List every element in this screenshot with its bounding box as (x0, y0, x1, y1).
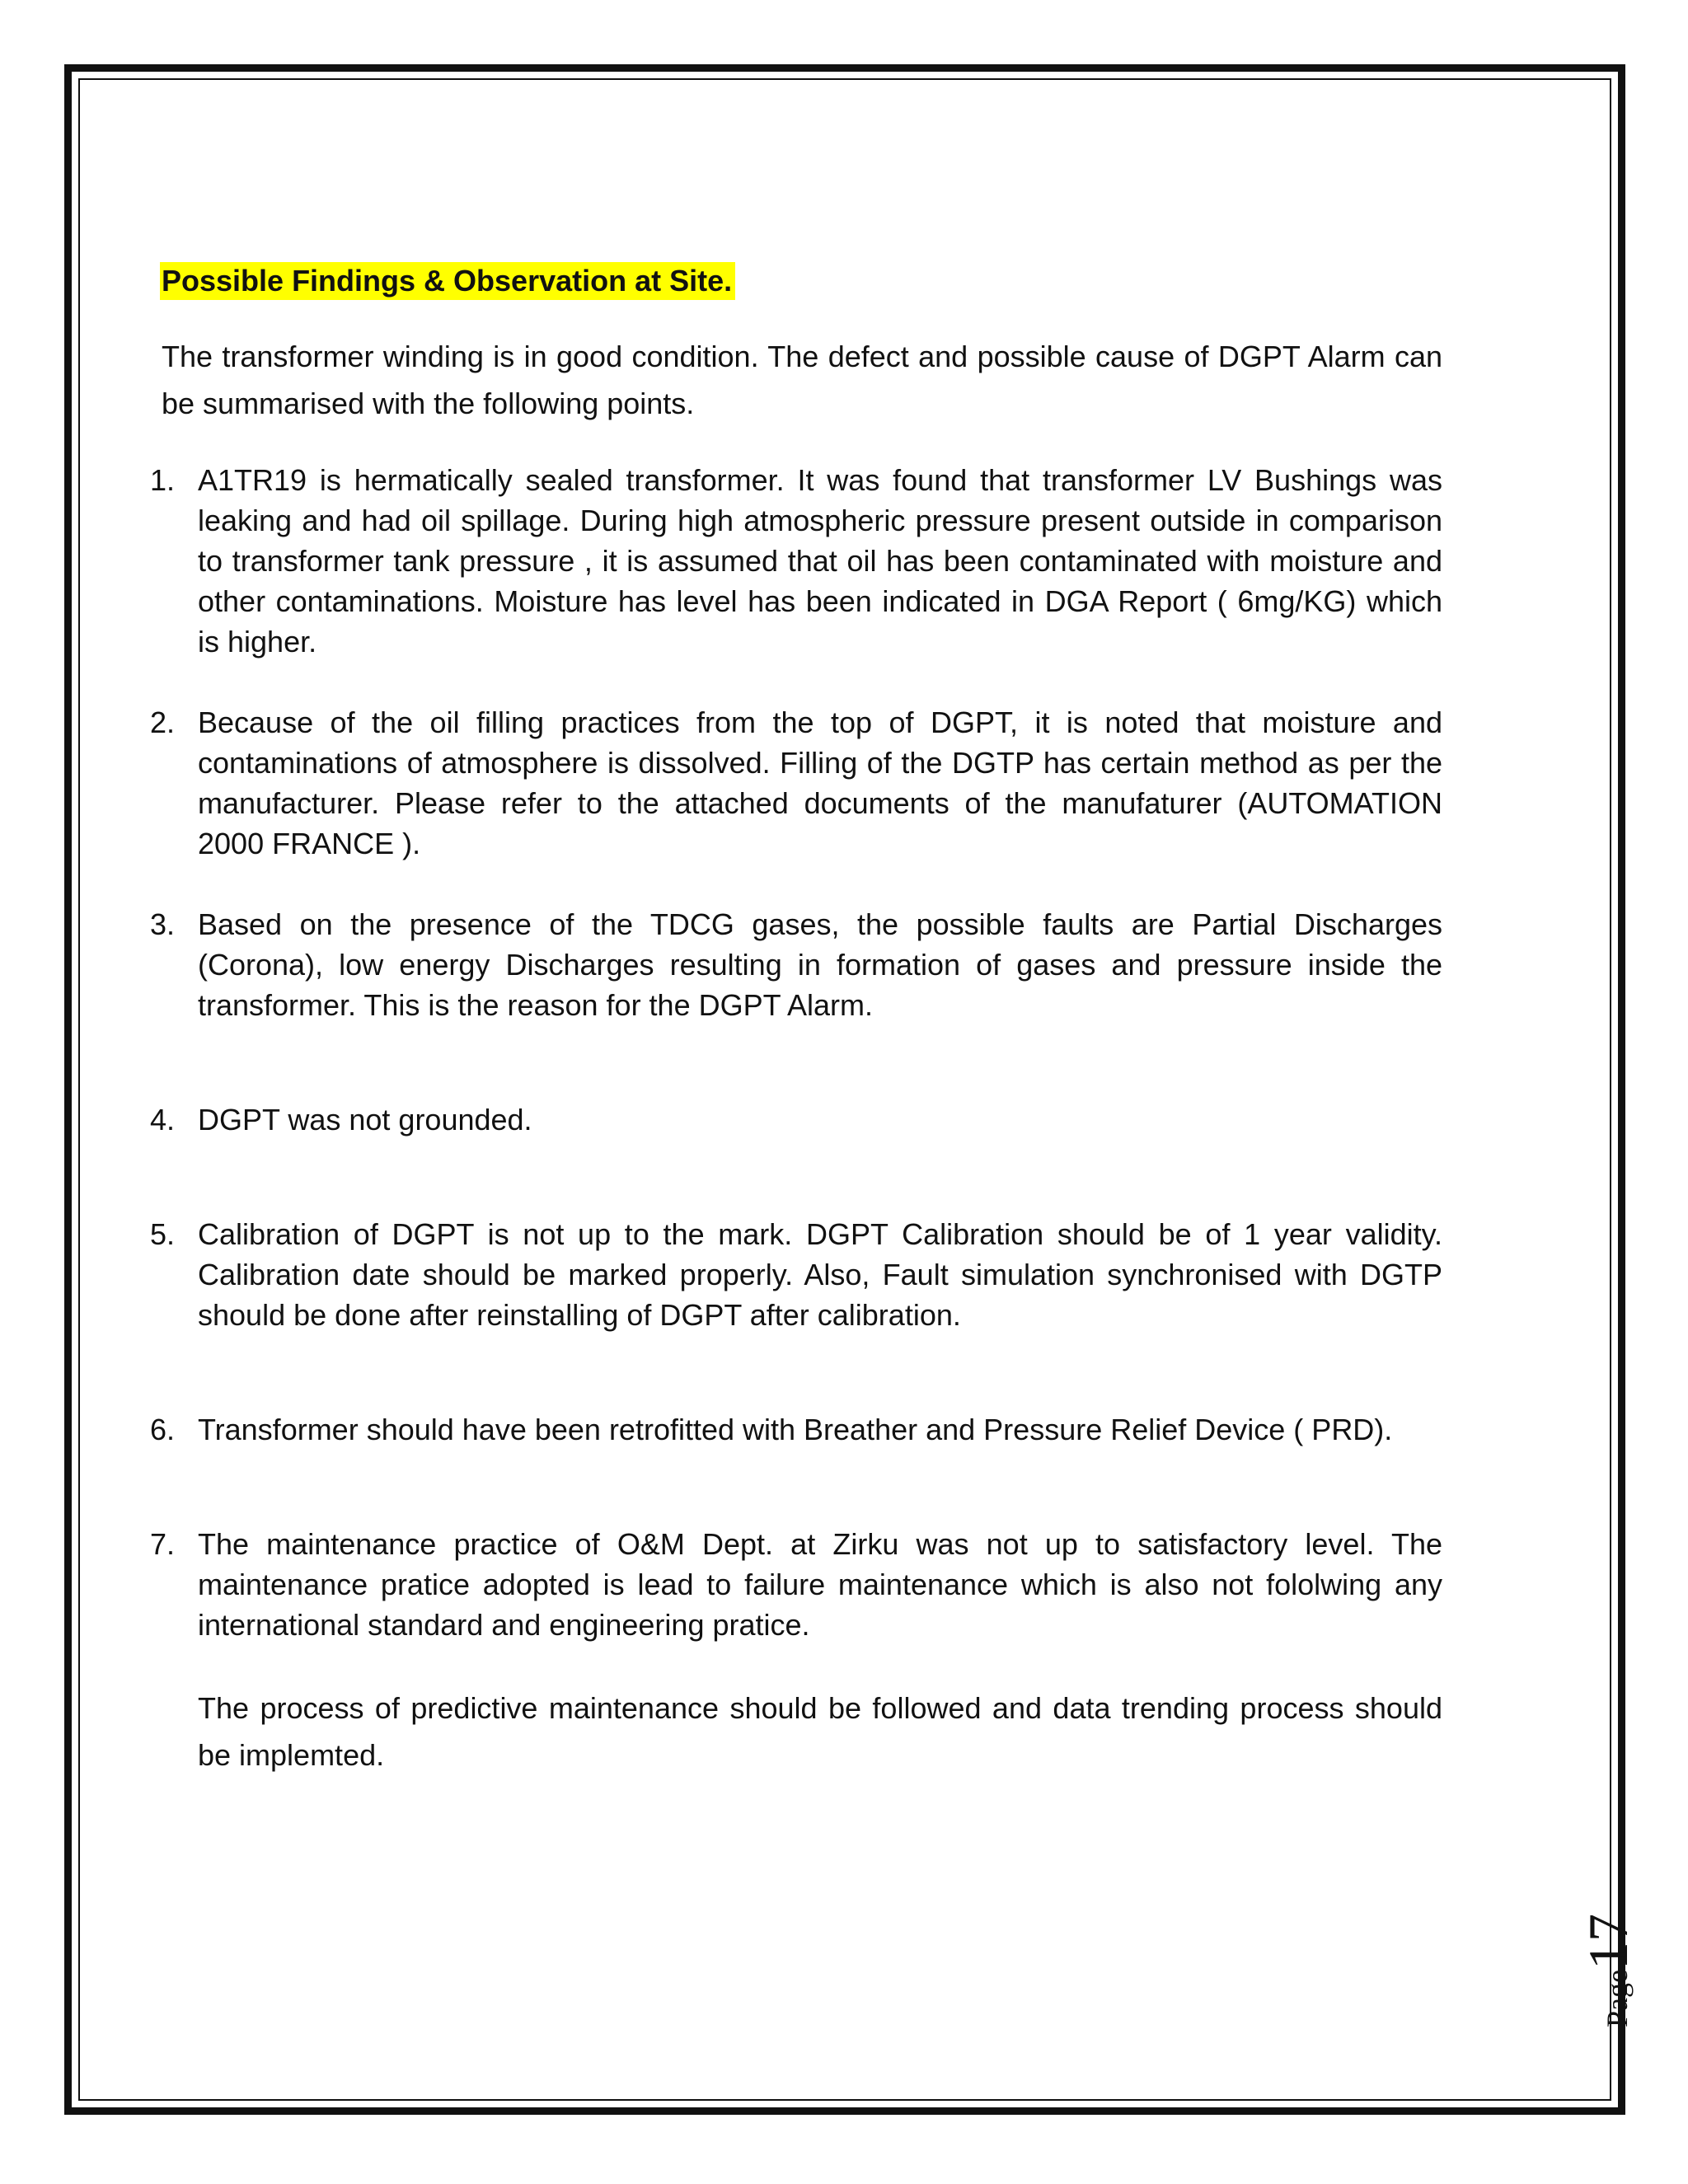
finding-text: Calibration of DGPT is not up to the mark. DGPT Calibration should be of 1 year validity. Calibration date should be marked properly. Also, Fault simulation synchronised with DGTP should be done after reinstalling of DGPT after calibration. (198, 1217, 1442, 1332)
finding-number: 1. (150, 463, 176, 497)
page-label: Page (1601, 1970, 1634, 2027)
finding-number: 5. (150, 1217, 176, 1251)
finding-number: 7. (150, 1527, 176, 1561)
findings-list (150, 460, 1442, 1779)
finding-text: The maintenance practice of O&M Dept. at Zirku was not up to satisfactory level. The maintenance pratice adopted is lead to failure maintenance which is also not fololwing any international standard and engineering pratice. (198, 1527, 1442, 1642)
finding-number: 3. (150, 907, 176, 941)
finding-number: 2. (150, 705, 176, 739)
page-number (1576, 1914, 1641, 2027)
finding-item (150, 460, 1442, 662)
finding-text: Because of the oil filling practices from the top of DGPT, it is noted that moisture and contaminations of atmosphere is dissolved. Filling of the DGTP has certain method as per the manufacturer. Please refer to the attached documents of the manufaturer (AUTOMATION 2000 FRANCE ). (198, 705, 1442, 860)
finding-number: 4. (150, 1103, 176, 1137)
finding-item (150, 904, 1442, 1025)
finding-item (150, 1409, 1442, 1450)
finding-number: 6. (150, 1413, 176, 1446)
finding-text: DGPT was not grounded. (198, 1103, 532, 1137)
finding-text: Transformer should have been retrofitted with Breather and Pressure Relief Device ( PRD). (198, 1413, 1393, 1446)
finding-text: A1TR19 is hermatically sealed transformer. It was found that transformer LV Bushings was leaking and had oil spillage. During high atmospheric pressure present outside in comparison to transformer tank pressure , it is assumed that oil has been contaminated with moisture and other contaminations. Moisture has level has been indicated in DGA Report ( 6mg/KG) which is higher. (198, 463, 1442, 658)
finding-item (150, 1214, 1442, 1335)
intro-paragraph: The transformer winding is in good condition. The defect and possible cause of DGPT Alarm can be summarised with the following points. (162, 340, 1442, 420)
page-number-value: 17 (1577, 1914, 1639, 1971)
finding-item (150, 1099, 1442, 1140)
finding-item (150, 1524, 1442, 1779)
finding-note: The process of predictive maintenance should be followed and data trending process should be implemted. (198, 1691, 1442, 1772)
section-heading: Possible Findings & Observation at Site. (160, 262, 735, 300)
document-body (150, 262, 1442, 1779)
finding-text: Based on the presence of the TDCG gases, the possible faults are Partial Discharges (Corona), low energy Discharges resulting in formation of gases and pressure inside the transformer. This is the reason for the DGPT Alarm. (198, 907, 1442, 1022)
finding-item (150, 702, 1442, 864)
